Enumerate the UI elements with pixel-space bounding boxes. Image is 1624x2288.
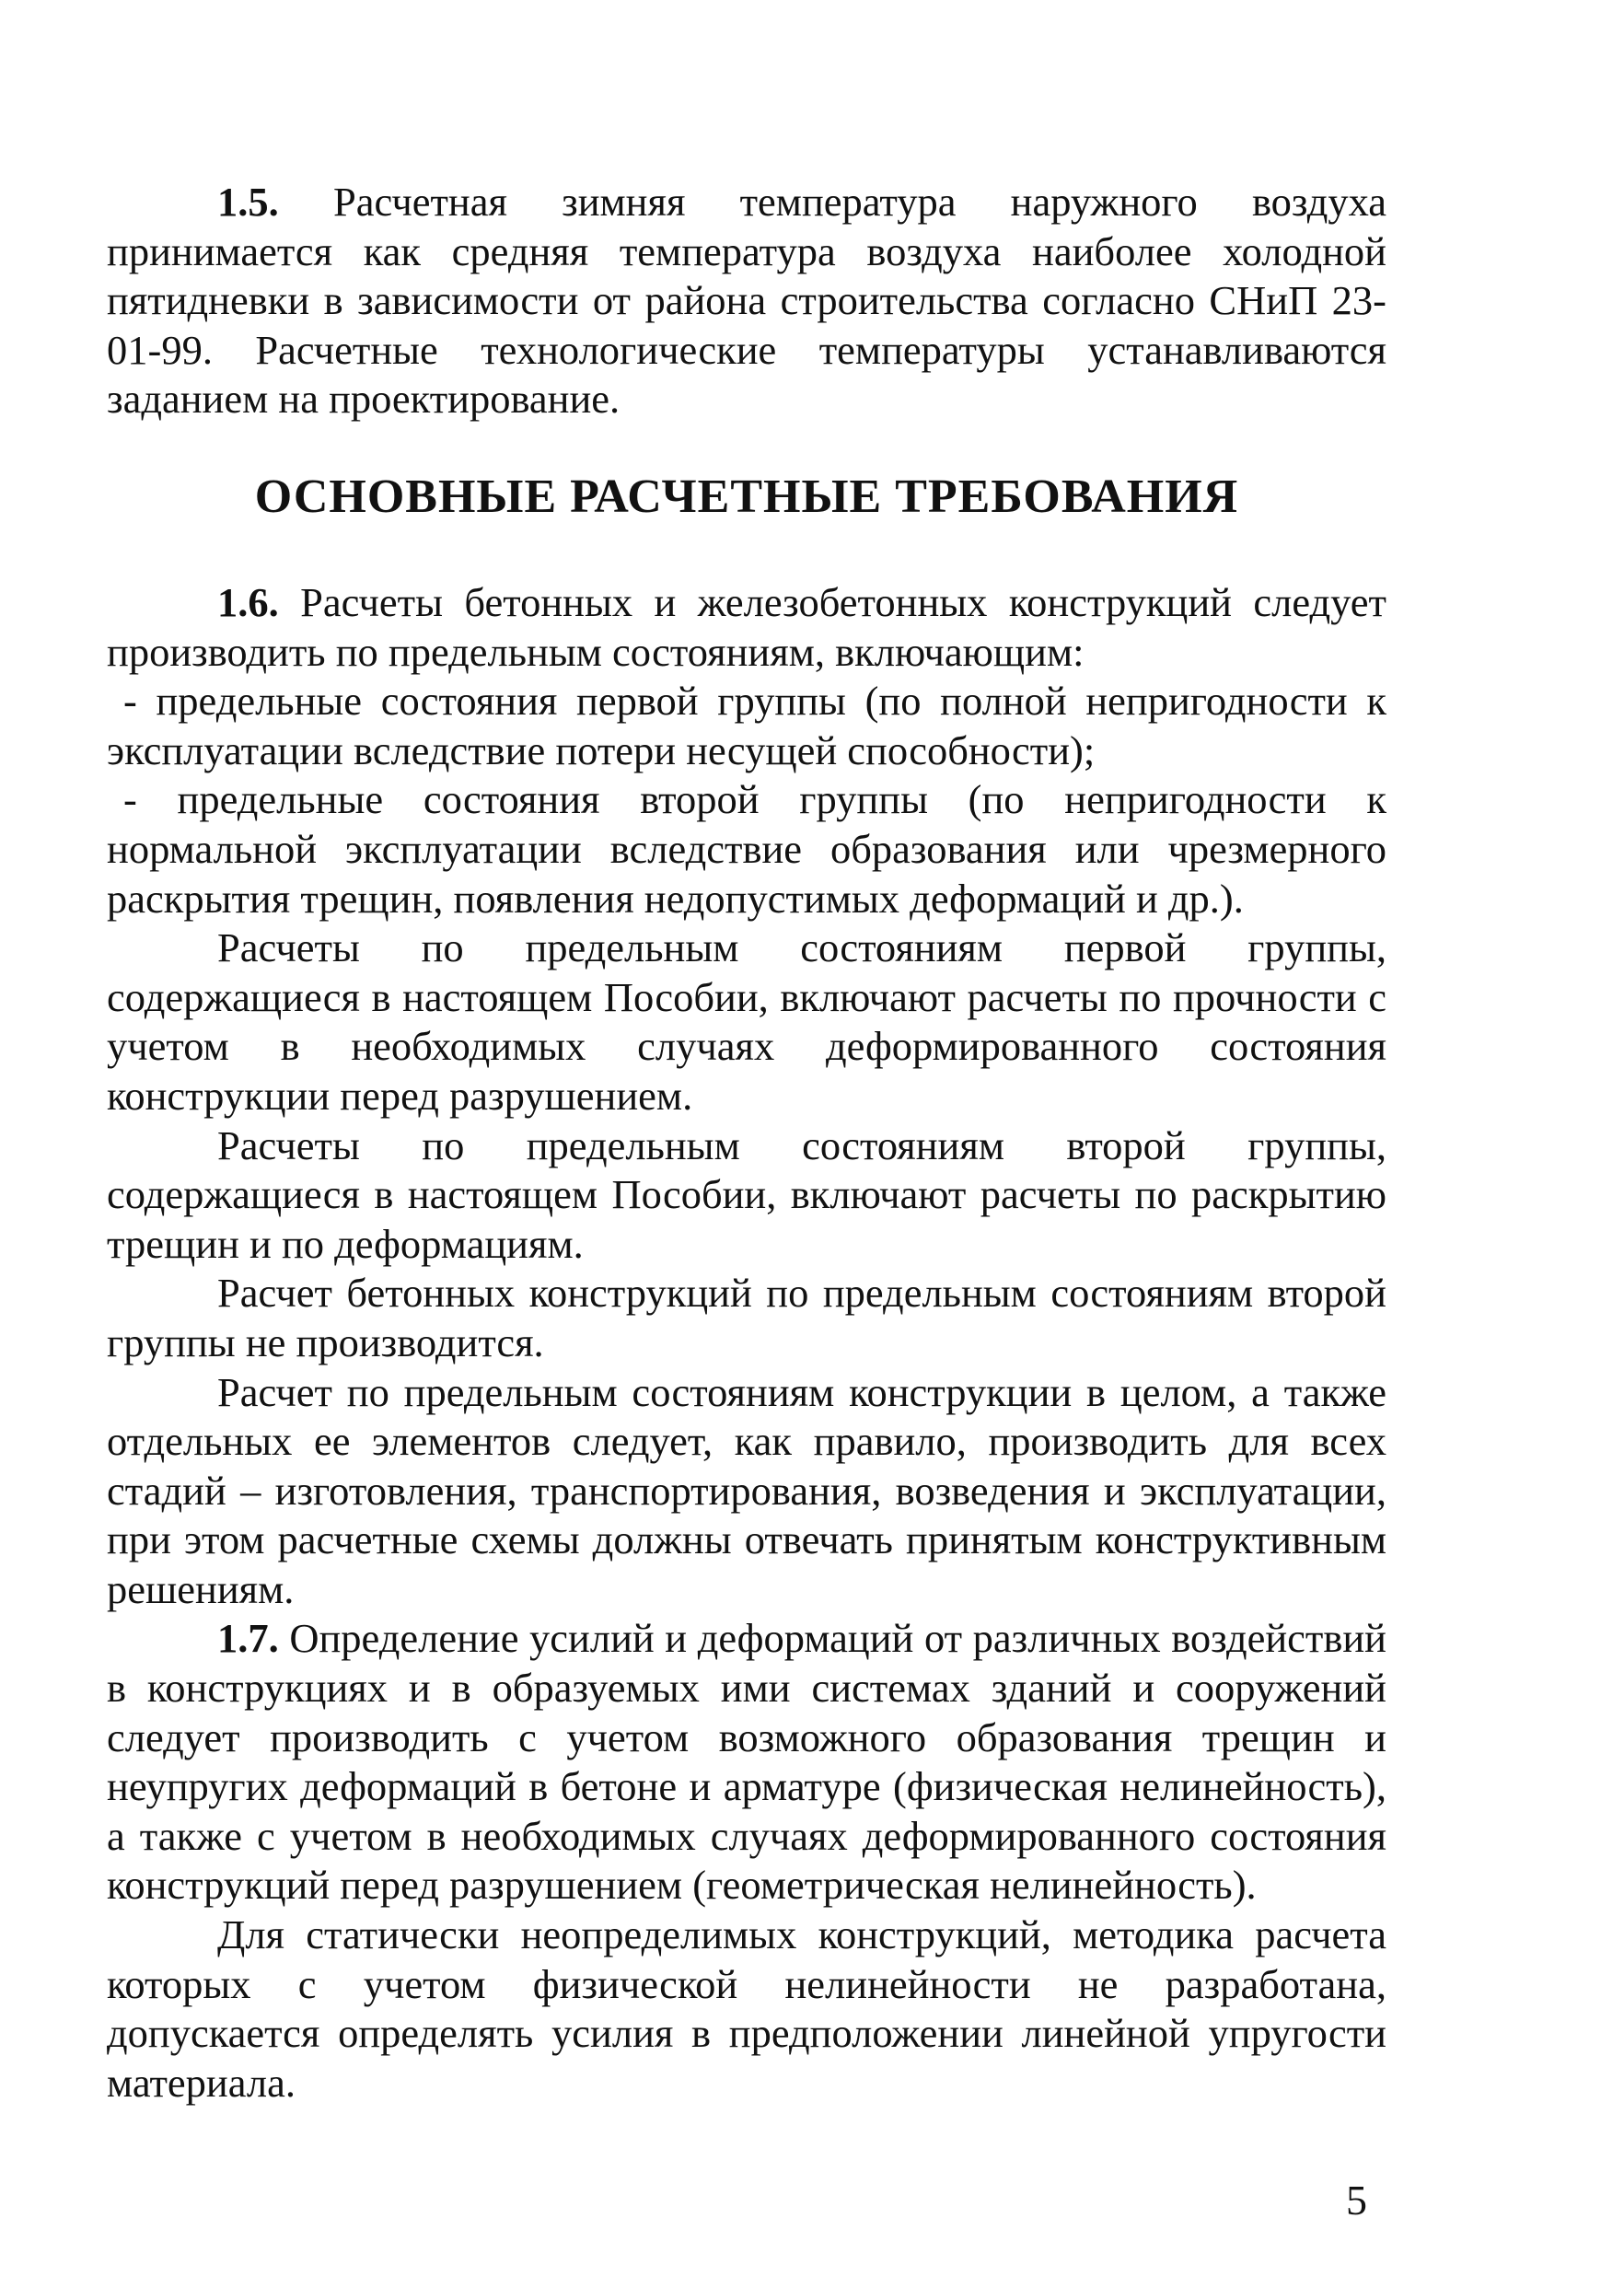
paragraph-1-5: [107, 178, 1386, 424]
page-number: 5: [1346, 2177, 1367, 2224]
paragraph-concrete-calcs: Расчет бетонных конструкций по предельным состояниям второй группы не производится.: [107, 1270, 1386, 1365]
paragraph-static-indeterminate: Для статически неопределимых конструкций, методика расчета которых с учетом физической нелинейности не разработана, допускается определять усилия в предположении линейной упругости материала.: [107, 1911, 1386, 2106]
paragraph-first-group-calcs: Расчеты по предельным состояниям первой группы, содержащиеся в настоящем Пособии, включают расчеты по прочности с учетом в необходимых случаях деформированного состояния конструкции перед разрушением.: [107, 924, 1386, 1119]
section-1-5: [107, 178, 1386, 424]
section-heading: ОСНОВНЫЕ РАСЧЕТНЫЕ ТРЕБОВАНИЯ: [254, 470, 1239, 523]
clause-text-1-7: Определение усилий и деформаций от различных воздействий в конструкциях и в образуемых ими системах зданий и сооружений следует производить с учетом возможного образования трещин и неупругих деформаций в бетоне и арматуре (физическая нелинейность), а также с учетом в необходимых случаях деформированного состояния конструкций перед разрушением (геометрическая нелинейность).: [107, 1615, 1387, 1909]
clause-number-1-6: 1.6.: [217, 579, 279, 625]
clause-number-1-7: 1.7.: [217, 1615, 279, 1662]
list-item-second-group: - предельные состояния второй группы (по непригодности к нормальной эксплуатации вследствие образования или чрезмерного раскрытия трещин, появления недопустимых деформаций и др.).: [107, 776, 1386, 922]
section-1-6: [107, 578, 1386, 2108]
paragraph-1-7: [107, 1614, 1386, 1911]
paragraph-stages: Расчет по предельным состояниям конструкции в целом, а также отдельных ее элементов следует, как правило, производить для всех стадий – изготовления, транспортирования, возведения и эксплуатации, при этом расчетные схемы должны отвечать принятым конструктивным решениям.: [107, 1368, 1386, 1612]
list-item-first-group: - предельные состояния первой группы (по полной непригодности к эксплуатации вследствие потери несущей способности);: [107, 678, 1386, 773]
paragraph-second-group-calcs: Расчеты по предельным состояниям второй группы, содержащиеся в настоящем Пособии, включают расчеты по раскрытию трещин и по деформациям.: [107, 1121, 1386, 1267]
clause-text-1-6: Расчеты бетонных и железобетонных конструкций следует производить по предельным состояниям, включающим:: [107, 579, 1387, 675]
paragraph-1-6-intro: [107, 578, 1386, 677]
clause-text-1-5: Расчетная зимняя температура наружного воздуха принимается как средняя температура воздуха наиболее холодной пятидневки в зависимости от района строительства согласно СНиП 23-01-99. Расчетные технологические температуры устанавливаются заданием на проектирование.: [107, 179, 1387, 423]
clause-number-1-5: 1.5.: [217, 179, 279, 225]
